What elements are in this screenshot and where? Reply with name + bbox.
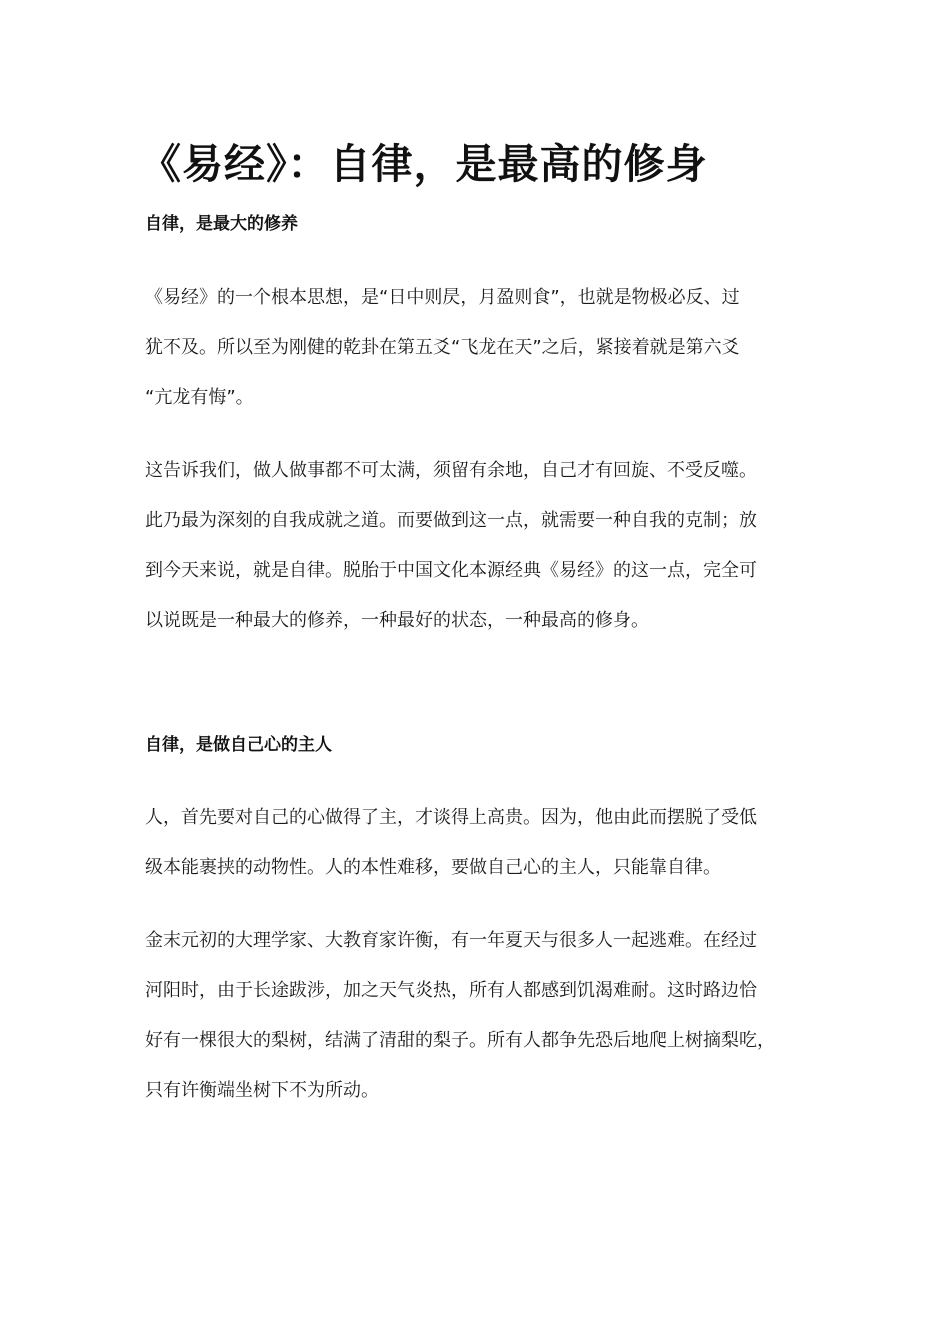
paragraph-line: 以说既是一种最大的修养，一种最好的状态，一种最高的修身。 [145,610,649,631]
paragraph-line: “亢龙有悔”。 [145,387,254,408]
paragraph-line: 这告诉我们，做人做事都不可太满，须留有余地，自己才有回旋、不受反噬。 [145,460,757,481]
paragraph-line: 此乃最为深刻的自我成就之道。而要做到这一点，就需要一种自我的克制；放 [145,510,757,531]
section-heading-2: 自律，是做自己心的主人 [145,735,332,755]
paragraph-2 [145,446,817,646]
paragraph-line: 级本能裹挟的动物性。人的本性难移，要做自己心的主人，只能靠自律。 [145,857,721,878]
paragraph-3 [145,793,817,893]
paragraph-line: 好有一棵很大的梨树，结满了清甜的梨子。所有人都争先恐后地爬上树摘梨吃， [145,1030,775,1051]
paragraph-line: 人，首先要对自己的心做得了主，才谈得上高贵。因为，他由此而摆脱了受低 [145,807,757,828]
paragraph-1 [145,273,817,423]
paragraph-line: 《易经》的一个根本思想，是“日中则昃，月盈则食”，也就是物极必反、过 [145,287,740,308]
article-title: 《易经》：自律，是最高的修身 [140,140,708,188]
section-heading-1: 自律，是最大的修养 [145,214,298,234]
paragraph-line: 金末元初的大理学家、大教育家许衡，有一年夏天与很多人一起逃难。在经过 [145,930,757,951]
paragraph-line: 河阳时，由于长途跋涉，加之天气炎热，所有人都感到饥渴难耐。这时路边恰 [145,980,757,1001]
paragraph-4 [145,916,817,1116]
paragraph-line: 到今天来说，就是自律。脱胎于中国文化本源经典《易经》的这一点，完全可 [145,560,757,581]
paragraph-line: 只有许衡端坐树下不为所动。 [145,1080,379,1101]
paragraph-line: 犹不及。所以至为刚健的乾卦在第五爻“飞龙在天”之后，紧接着就是第六爻 [145,337,740,358]
